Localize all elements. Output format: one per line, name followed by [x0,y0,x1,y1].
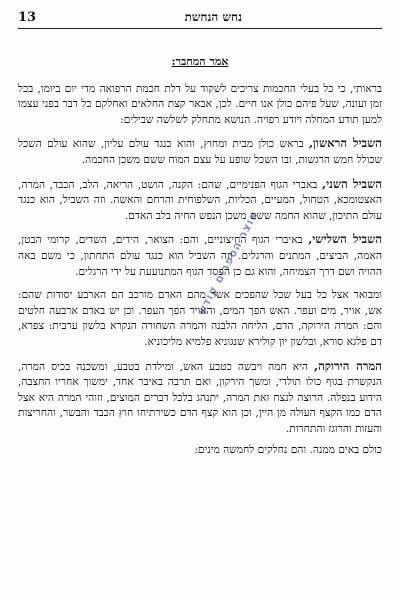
elements-paragraph: ומבואר אצל כל בעל שכל שהפכים אשר מהם האדם מורכב הם הארבע יסודות שהם: אש, אויר, מים ועפר. האש הפך המים, והאויר הפך העפר. וכן יש באדם ארבעה חלטים והם: המרה הירוקה, הדם, הליחה הלבנה והמרה השחורה הנקרא בלשון ערבית: צפרא, דם פלגא סורא, ובלשון יון קולירא שנגוניא פלמיא מליכוניא. [18,289,382,348]
second-path-text: באברי הגוף הפנימיים, שהם: הקנה, הושט, הריאה, הלב, הכבד, המרה, האצטומכא, הטחול, המעיים, הכליות, השלפוחית והרחם והאשה. וזה השביל, הוא כנגד עולם התיכון, שהוא החמה ששם משכן הנפש החיה בלב האדם. [18,178,382,222]
page-header [18,8,382,28]
first-path-paragraph [18,136,382,168]
header-rule [18,28,382,29]
second-path-paragraph [18,177,382,225]
author-heading: אמר המחבר: [171,55,229,68]
third-path-lead: השביל השלישי, [308,232,382,247]
page-number: 13 [18,10,37,25]
page-body [18,54,382,459]
closing-line: כולם באים ממנה. והם נחלקים לחמשה מינים: [194,444,382,457]
book-page [18,8,382,592]
green-bile-text: היא חמה ויבשה כטבע האש, ומילדת בטבע, ומשכנה בכיס המרה, הנקשרת בגוף כולו תולדי, ומשך הירקון, ואם תרבה באיבר אחד, ימשוך אחריו החצבה, הידוע בנפלה. הרוצה לנצח זאת המרה, יתנהג בלכל דברים המוצים, וזוהי המרה היא אצל הדם כמו הקצף העולה מן היין, וכן הוא קצף הדם כשירתיחו חוץ הכבד והבשר, והחריצות והעזות והרוגז והתחרות. [18,360,382,435]
green-bile-paragraph [18,359,382,438]
running-title: נחש הנחשת [184,10,242,24]
second-path-lead: השביל השני, [322,176,382,191]
first-path-lead: השביל הראשון, [309,136,382,151]
third-path-text: באיברי הגוף החיצוניים, והם: הצואר, הידים, השדים, קרומי הבטן, האמה, הביצים, המתנים והרגלים. וזה השביל הוא כנגד עולם התחתון, כי משם באה ההויה ושם דרך הצמיחה, והוא גם כן הפסד הגוף המתנועעת על ידי הרגלים. [18,234,382,278]
first-path-text: בראש כולן מבית ומחוץ, והוא כנגד עולם עליון, שהוא עולם השכל שכולל חמש הרגשות, ובו השכל שופע על עצם המוח ששם משכן החכמה. [18,138,382,166]
green-bile-lead: המרה הירוקה, [314,358,382,373]
library-stamp: אוצר הספרים קודש [195,208,261,317]
intro-paragraph: בראותי, כי כל בעלי החכמות צריכים לשקוד על דלת חכמת הרפואה מדי יום ביומו, בכל זמן ועונה, שעל פיהם כולן אנו חיים. לכן, אבאר קצת החלאים ואחלקם כל דבר בפני עצמו למען תודע המחלה ויודע רפויה. הנושא מתחלק לשלשה שבילים: [18,82,382,126]
third-path-paragraph [18,232,382,280]
